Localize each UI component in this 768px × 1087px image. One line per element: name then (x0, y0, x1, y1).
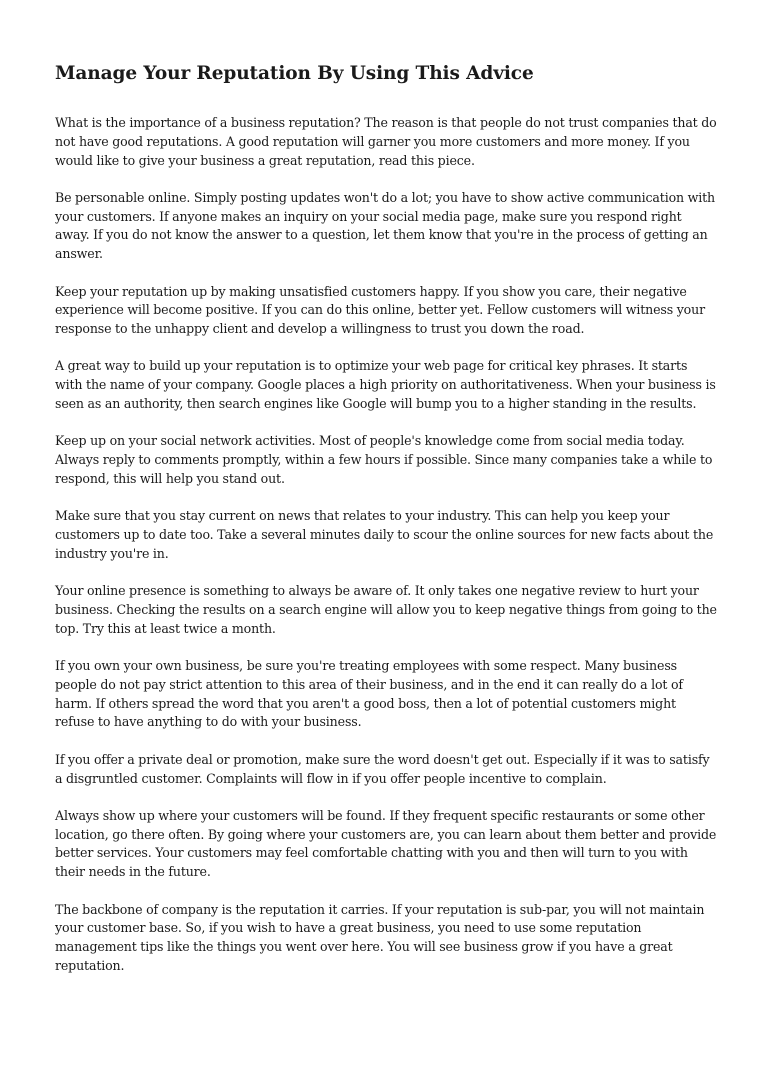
paragraph-key-phrases: A great way to build up your reputation is to optimize your web page for critical key phrases. It starts with the name of your company. Google places a high priority on authoritativeness. When your business is seen as an authority, then search engines like Google will bump you to a higher standing in the results. (55, 358, 716, 412)
paragraph-backbone: The backbone of company is the reputation it carries. If your reputation is sub-par, you will not maintain your customer base. So, if you wish to have a great business, you need to use some reputation management tips like the things you went over here. You will see business grow if you have a great reputation. (55, 901, 705, 973)
paragraph-online-presence: Your online presence is something to always be aware of. It only takes one negative review to hurt your business. Checking the results on a search engine will allow you to keep negative things from going to the top. Try this at least twice a month. (55, 583, 717, 636)
paragraph-private-deal: If you offer a private deal or promotion, make sure the word doesn't get out. Especially if it was to satisfy a disgruntled customer. Complaints will flow in if you offer people incentive to complain. (55, 751, 710, 786)
paragraph-importance: What is the importance of a business reputation? The reason is that people do not trust companies that do not have good reputations. A good reputation will garner you more customers and more money. If you would like to give your business a great reputation, read this piece. (55, 115, 717, 168)
document-page (55, 62, 717, 994)
paragraph-personable-online: Be personable online. Simply posting updates won't do a lot; you have to show active communication with your customers. If anyone makes an inquiry on your social media page, make sure you respond right away. If you do not know the answer to a question, let them know that you're in the process of getting an answer. (55, 189, 715, 262)
paragraph-industry-news: Make sure that you stay current on news that relates to your industry. This can help you keep your customers up to date too. Take a several minutes daily to scour the online sources for new facts about the industry you're in. (55, 508, 714, 561)
document-title: Manage Your Reputation By Using This Advice (55, 63, 534, 84)
paragraph-social-network: Keep up on your social network activities. Most of people's knowledge come from social media today. Always reply to comments promptly, within a few hours if possible. Since many companies take a while to respond, this will help you stand out. (55, 433, 713, 486)
paragraph-employees-respect: If you own your own business, be sure you're treating employees with some respect. Many business people do not pay strict attention to this area of their business, and in the end it can really do a lot of harm. If others spread the word that you aren't a good boss, then a lot of potential customers might refuse to have anything to do with your business. (55, 658, 683, 730)
paragraph-unsatisfied-customers: Keep your reputation up by making unsatisfied customers happy. If you show you care, their negative experience will become positive. If you can do this online, better yet. Fellow customers will witness your response to the unhappy client and develop a willingness to trust you down the road. (55, 283, 705, 337)
paragraph-show-up: Always show up where your customers will be found. If they frequent specific restaurants or some other location, go there often. By going where your customers are, you can learn about them better and provide better services. Your customers may feel comfortable chatting with you and then will turn to you with their needs in the future. (55, 807, 717, 880)
